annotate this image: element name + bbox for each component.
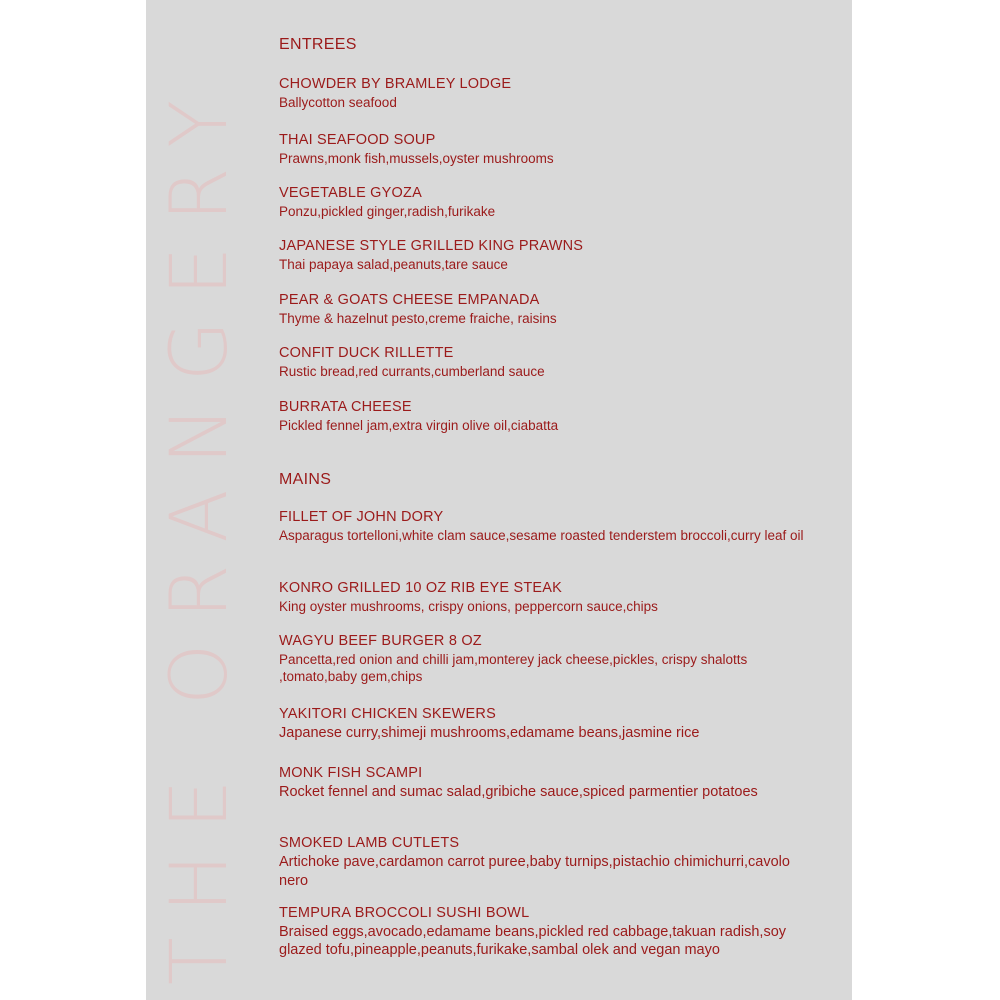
item-description: Ponzu,pickled ginger,radish,furikake xyxy=(279,204,496,219)
item-name: YAKITORI CHICKEN SKEWERS xyxy=(279,706,496,722)
item-description: Pickled fennel jam,extra virgin olive oil,ciabatta xyxy=(279,418,559,433)
item-description: Rustic bread,red currants,cumberland sauce xyxy=(279,364,545,379)
item-name: MONK FISH SCAMPI xyxy=(279,765,423,781)
item-description: Rocket fennel and sumac salad,gribiche sauce,spiced parmentier potatoes xyxy=(279,784,758,800)
item-name: WAGYU BEEF BURGER 8 OZ xyxy=(279,633,482,649)
item-name: CONFIT DUCK RILLETTE xyxy=(279,345,454,361)
menu-item xyxy=(279,291,557,327)
menu-item xyxy=(279,398,558,434)
entrees-heading: ENTREES xyxy=(279,36,357,53)
item-description: Japanese curry,shimeji mushrooms,edamame beans,jasmine rice xyxy=(279,725,700,741)
item-description: Artichoke pave,cardamon carrot puree,baby turnips,pistachio chimichurri,cavolo nero xyxy=(279,854,790,889)
item-name: PEAR & GOATS CHEESE EMPANADA xyxy=(279,292,540,308)
menu-item xyxy=(279,184,495,220)
item-description: Pancetta,red onion and chilli jam,monterey jack cheese,pickles, crispy shalotts ,tomato,baby gem,chips xyxy=(279,652,748,684)
menu-item xyxy=(279,237,583,273)
item-name: SMOKED LAMB CUTLETS xyxy=(279,835,460,851)
item-name: KONRO GRILLED 10 OZ RIB EYE STEAK xyxy=(279,580,562,596)
menu-item xyxy=(279,579,658,615)
menu-item xyxy=(279,632,819,685)
item-description: King oyster mushrooms, crispy onions, peppercorn sauce,chips xyxy=(279,599,658,614)
item-name: CHOWDER BY BRAMLEY LODGE xyxy=(279,76,512,92)
item-description: Prawns,monk fish,mussels,oyster mushrooms xyxy=(279,151,554,166)
menu-item xyxy=(279,508,804,544)
item-description: Thai papaya salad,peanuts,tare sauce xyxy=(279,257,508,272)
menu-item xyxy=(279,75,511,111)
item-description: Thyme & hazelnut pesto,creme fraiche, raisins xyxy=(279,311,557,326)
item-name: VEGETABLE GYOZA xyxy=(279,185,422,201)
menu-item xyxy=(279,764,758,802)
menu-item xyxy=(279,904,819,959)
menu-item xyxy=(279,131,554,167)
menu-item xyxy=(279,705,699,743)
item-description: Braised eggs,avocado,edamame beans,pickled red cabbage,takuan radish,soy glazed tofu,pineapple,peanuts,furikake,sambal olek and vegan mayo xyxy=(279,924,787,958)
menu-item xyxy=(279,344,545,380)
item-name: BURRATA CHEESE xyxy=(279,399,412,415)
menu-item xyxy=(279,834,819,891)
item-name: JAPANESE STYLE GRILLED KING PRAWNS xyxy=(279,238,584,254)
item-name: THAI SEAFOOD SOUP xyxy=(279,132,436,148)
brand-text: THE ORANGERY xyxy=(155,73,245,985)
item-description: Asparagus tortelloni,white clam sauce,sesame roasted tenderstem broccoli,curry leaf oil xyxy=(279,528,804,543)
mains-heading: MAINS xyxy=(279,471,332,488)
brand-vertical-title xyxy=(155,60,245,985)
item-description: Ballycotton seafood xyxy=(279,95,397,110)
item-name: FILLET OF JOHN DORY xyxy=(279,509,444,525)
item-name: TEMPURA BROCCOLI SUSHI BOWL xyxy=(279,905,530,921)
